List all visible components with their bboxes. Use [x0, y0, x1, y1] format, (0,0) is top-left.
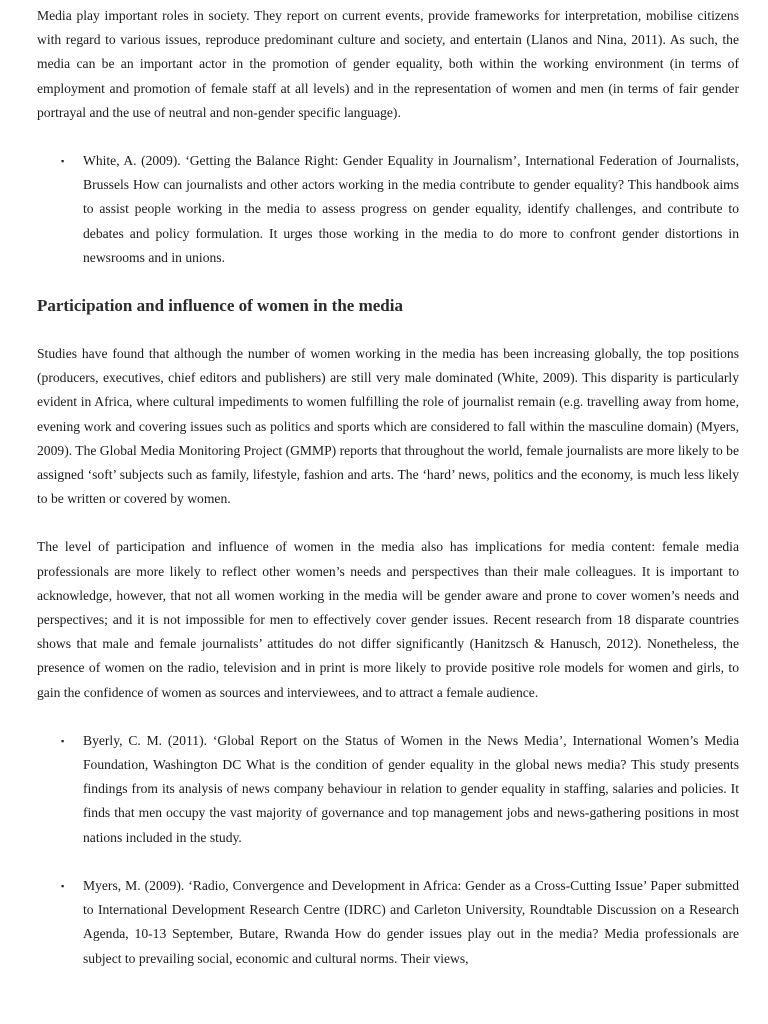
section-heading: Participation and influence of women in the media	[37, 296, 403, 316]
square-bullet-icon: ▪	[61, 880, 65, 891]
reference-text: Byerly, C. M. (2011). ‘Global Report on the Status of Women in the News Media’, International Women’s Media Foundation, Washington DC What is the condition of gender equality in the global news media? This study presents findings from its analysis of news company behaviour in relation to gender equality in staffing, salaries and policies. It finds that men occupy the vast majority of governance and top management jobs and news-gathering positions in most nations included in the study.	[83, 732, 739, 845]
level-paragraph: The level of participation and influence of women in the media also has implications for media content: female media professionals are more likely to reflect other women’s needs and perspectives than their male colleagues. It is important to acknowledge, however, that not all women working in the media will be gender aware and prone to cover women’s needs and perspectives; and it is not impossible for men to effectively cover gender issues. Recent research from 18 disparate countries shows that male and female journalists’ attitudes do not differ significantly (Hanitzsch & Hanusch, 2012). Nonetheless, the presence of women on the radio, television and in print is more likely to provide positive role models for women and girls, to gain the confidence of women as sources and interviewees, and to attract a female audience.	[37, 539, 739, 700]
spacer	[37, 270, 739, 294]
intro-paragraph: Media play important roles in society. They report on current events, provide frameworks for interpretation, mobilise citizens with regard to various issues, reproduce predominant culture and society, and entertain (Llanos and Nina, 2011). As such, the media can be an important actor in the promotion of gender equality, both within the working environment (in terms of employment and promotion of female staff at all levels) and in the representation of women and men (in terms of fair gender portrayal and the use of neutral and non-gender specific language).	[37, 8, 739, 120]
reference-text: Myers, M. (2009). ‘Radio, Convergence and Development in Africa: Gender as a Cross-Cutting Issue’ Paper submitted to International Development Research Centre (IDRC) and Carleton University, Roundtable Discussion on a Research Agenda, 10-13 September, Butare, Rwanda How do gender issues play out in the media? Media professionals are subject to prevailing social, economic and cultural norms. Their views,	[83, 877, 739, 966]
reference-list-a	[37, 149, 739, 270]
reference-list-b	[37, 729, 739, 971]
reference-item-myers	[37, 874, 739, 971]
reference-item-white	[37, 149, 739, 270]
reference-item-byerly	[37, 729, 739, 850]
spacer	[37, 705, 739, 729]
square-bullet-icon: ▪	[61, 156, 65, 167]
spacer	[37, 318, 739, 342]
studies-paragraph: Studies have found that although the number of women working in the media has been increasing globally, the top positions (producers, executives, chief editors and publishers) are still very male dominated (White, 2009). This disparity is particularly evident in Africa, where cultural impediments to women fulfilling the role of journalist remain (e.g. travelling away from home, evening work and covering issues such as politics and sports which are considered to fall within the masculine domain) (Myers, 2009). The Global Media Monitoring Project (GMMP) reports that throughout the world, female journalists are more likely to be assigned ‘soft’ subjects such as family, lifestyle, fashion and arts. The ‘hard’ news, politics and the economy, is much less likely to be written or covered by women.	[37, 346, 739, 507]
reference-text: White, A. (2009). ‘Getting the Balance Right: Gender Equality in Journalism’, International Federation of Journalists, Brussels How can journalists and other actors working in the media contribute to gender equality? This handbook aims to assist people working in the media to assess progress on gender equality, identify challenges, and contribute to debates and policy formulation. It urges those working in the media to do more to confront gender distortions in newsrooms and in unions.	[83, 153, 739, 265]
square-bullet-icon: ▪	[61, 735, 65, 746]
spacer	[37, 511, 739, 535]
spacer	[37, 125, 739, 149]
